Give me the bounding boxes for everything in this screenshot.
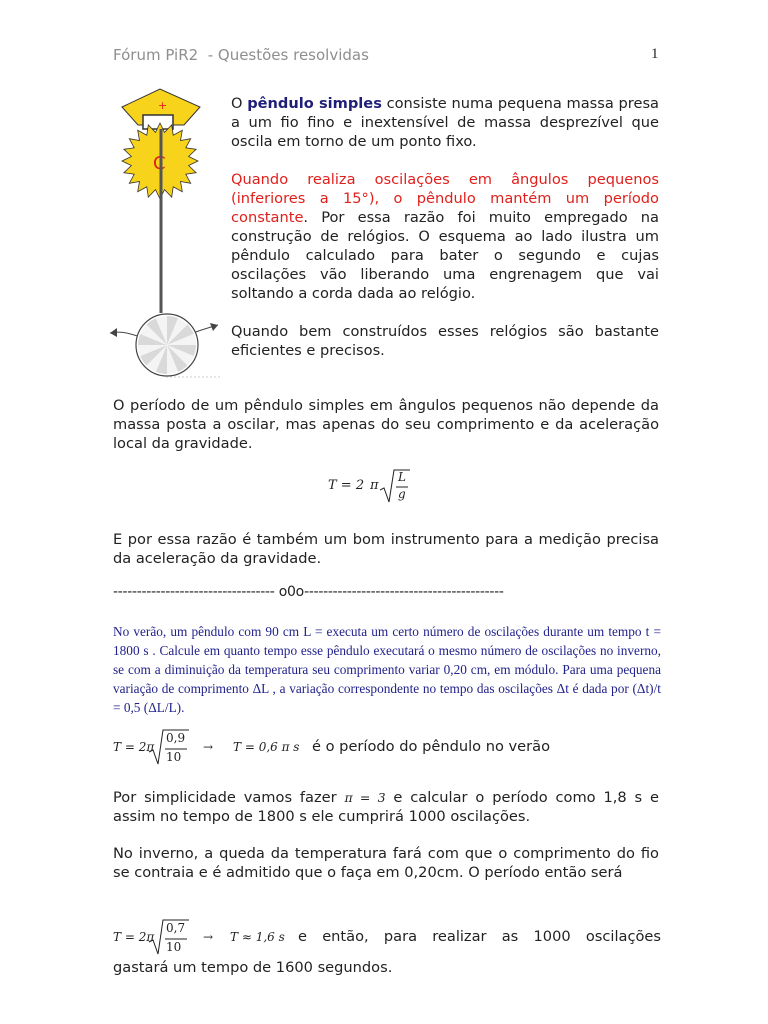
swing-arrow-left (110, 328, 117, 337)
p6-pre: Por simplicidade vamos fazer (113, 789, 345, 806)
p2-highlight: Quando realiza oscilações em ângulos pequenos (inferiores a 15°), o pêndulo mantém um período constante (231, 171, 659, 226)
formula1-num: L (398, 470, 406, 484)
intro-paragraph-1 (231, 94, 659, 151)
formula2-den: 10 (166, 750, 182, 764)
formula3-text-2: gastará um tempo de 1600 segundos. (113, 959, 393, 976)
body-paragraph-7: No inverno, a queda da temperatura fará com que o comprimento do fio se contraia e é admitido que o faça em 0,20cm. O período então será (113, 845, 659, 881)
formula3-result: T ≈ 1,6 s (230, 930, 285, 944)
formula2-result: T = 0,6 π s (233, 740, 300, 754)
section-separator: ---------------------------------- o0o------------------------------------------ (113, 584, 504, 600)
formula3-num: 0,7 (166, 921, 186, 935)
body-paragraph-4: O período de um pêndulo simples em ângulos pequenos não depende da massa posta a oscilar, mas apenas do seu comprimento e da aceleração local da gravidade. (113, 397, 659, 452)
formula3-lhs: T = 2π (113, 930, 155, 944)
body-paragraph-6 (113, 788, 659, 826)
p6-post: e calcular o período como 1,8 s e assim no tempo de 1800 s ele cumprirá 1000 oscilações. (113, 789, 659, 825)
formula1-lhs: T = 2 (328, 478, 365, 493)
header-title: Fórum PiR2 - Questões resolvidas (113, 46, 369, 64)
pendulum-term: pêndulo simples (247, 95, 382, 112)
question-text: No verão, um pêndulo com 90 cm L = executa um certo número de oscilações durante um tempo t = 1800 s . Calcule em quanto tempo esse pêndulo executará o mesmo número de oscilações no inverno, se com a diminuição da temperatura seu comprimento variar 0,20 cm, em módulo. Para uma pequena variação de comprimento ΔL , a variação correspondente no tempo das oscilações Δt é dada por (Δt)/t = 0,5 (ΔL/L). (113, 624, 661, 715)
p2-post: . Por essa razão foi muito empregado na construção de relógios. O esquema ao lado ilustra um pêndulo calculado para bater o segundo e cujas oscilações vão liberando uma engrenagem que vai soltando a corda dada ao relógio. (231, 209, 659, 302)
pendulum-clock-illustration (108, 87, 226, 383)
body-paragraph-5: E por essa razão é também um bom instrumento para a medição precisa da aceleração da gravidade. (113, 531, 659, 567)
formula3-text-1: e então, para realizar as 1000 oscilações (298, 928, 661, 945)
p1-post: consiste numa pequena massa presa a um fio fino e inextensível de massa desprezível que oscila em torno de um ponto fixo. (231, 95, 659, 150)
formula-summer-period (113, 728, 633, 768)
intro-paragraph-2 (231, 170, 659, 303)
formula2-text: é o período do pêndulo no verão (312, 738, 551, 755)
gear-rotation-mark: C (153, 153, 166, 174)
pendulum-bob-shape (136, 314, 198, 376)
formula-winter-period (113, 918, 661, 958)
anchor-plus-mark: + (158, 99, 168, 112)
p6-math: π = 3 (344, 790, 386, 805)
formula2-num: 0,9 (166, 731, 186, 745)
formula3-den: 10 (166, 940, 182, 954)
formula-period (328, 466, 418, 506)
formula1-pi: π (370, 478, 379, 493)
formula2-arrow: → (203, 740, 214, 754)
p1-pre: O (231, 95, 248, 112)
formula1-den: g (398, 487, 406, 501)
page-number: 1 (651, 46, 659, 62)
formula2-lhs: T = 2π (113, 740, 155, 754)
formula3-arrow: → (203, 930, 214, 944)
intro-paragraph-3: Quando bem construídos esses relógios são bastante eficientes e precisos. (231, 323, 659, 359)
